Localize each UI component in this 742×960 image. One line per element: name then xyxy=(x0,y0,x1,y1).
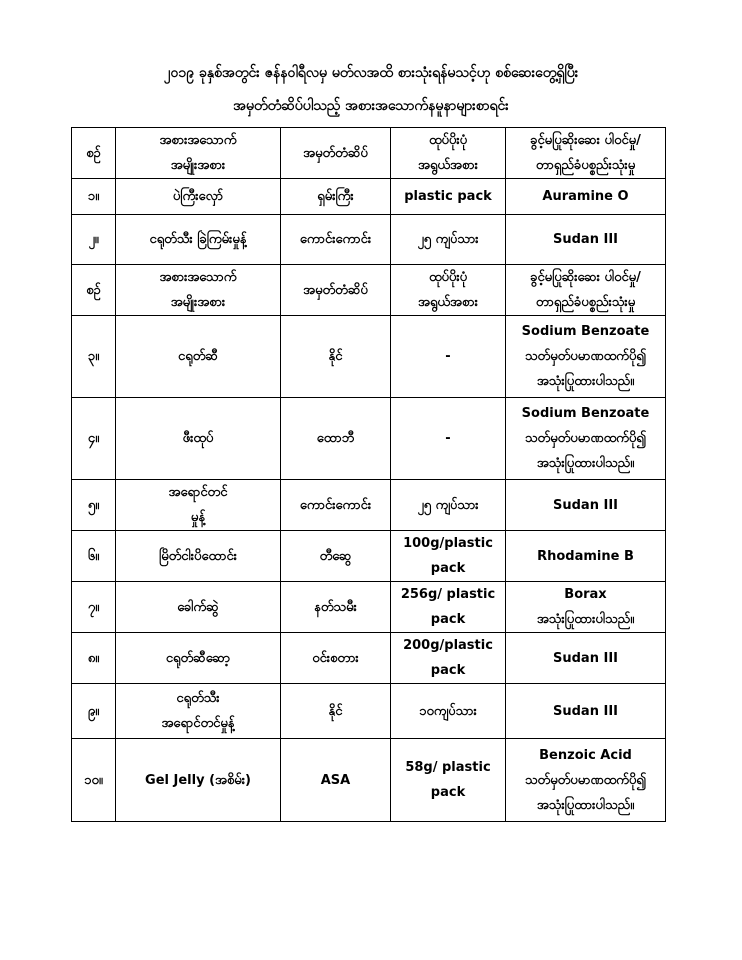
page-title-line-1: ၂၀၁၉ ခုနှစ်အတွင်း ဇန်နဝါရီလမှ မတ်လအထိ စားသုံးရန်မသင့်ဟု စစ်ဆေးတွေ့ရှိပြီး xyxy=(163,65,579,81)
cell-substance-line: Rhodamine B xyxy=(537,548,634,564)
cell-brand: ASA xyxy=(281,739,391,822)
cell-package-line: 256g/ plastic xyxy=(400,587,496,602)
cell-food-type-line: ငရုတ်သီး ခြဲကြမ်းမှုန့် xyxy=(149,232,247,247)
header-substance xyxy=(506,128,666,179)
cell-substance-line: Sudan III xyxy=(553,650,618,666)
cell-package xyxy=(391,531,506,582)
cell-food-type xyxy=(116,398,281,480)
cell-substance-line: အသုံးပြုထားပါသည်။ xyxy=(536,456,635,471)
page-title-line-2: အမှတ်တံဆိပ်ပါသည့် အစားအသောက်နမူနာများစာရင်း xyxy=(233,98,509,114)
cell-food-type-line: ပဲကြီးလှော် xyxy=(172,189,224,204)
cell-brand: နိုင် xyxy=(281,316,391,398)
cell-food-type-line: မှုန့် xyxy=(190,510,206,525)
header-package xyxy=(391,128,506,179)
cell-package-line: ၁၀ကျပ်သား xyxy=(419,703,477,719)
cell-brand: ကောင်းကောင်း xyxy=(281,480,391,531)
table-row xyxy=(72,531,666,582)
cell-food-type xyxy=(116,316,281,398)
header-package-line: ထုပ်ပိုးပုံ xyxy=(428,270,468,285)
cell-package xyxy=(391,480,506,531)
cell-package-line: ၂၅ ကျပ်သား xyxy=(417,497,479,513)
cell-brand: ကောင်းကောင်း xyxy=(281,215,391,265)
cell-package xyxy=(391,684,506,739)
food-sample-table xyxy=(71,127,666,822)
header-package-line: အရွယ်အစား xyxy=(418,158,478,173)
cell-package-line: 200g/plastic xyxy=(403,638,493,653)
cell-substance xyxy=(506,480,666,531)
cell-substance-line: Sodium Benzoate xyxy=(521,406,650,421)
table-row xyxy=(72,739,666,822)
cell-substance-line: အသုံးပြုထားပါသည်။ xyxy=(536,374,635,389)
table-header-row xyxy=(72,128,666,179)
cell-food-type-line: အရောင်တင် xyxy=(168,485,228,500)
cell-food-type-line: ခေါက်ဆွဲ xyxy=(177,599,219,615)
cell-substance-line: သတ်မှတ်ပမာဏထက်ပို၍ xyxy=(524,431,647,446)
header-food-type-line: အစားအသောက် xyxy=(159,133,237,148)
table-row xyxy=(72,179,666,215)
cell-no: ၂။ xyxy=(72,215,116,265)
cell-no: ၉။ xyxy=(72,684,116,739)
header-package-line: ထုပ်ပိုးပုံ xyxy=(428,133,468,148)
cell-food-type xyxy=(116,739,281,822)
cell-package-line: plastic pack xyxy=(404,189,492,204)
cell-no: ၈။ xyxy=(72,633,116,684)
cell-package-line: pack xyxy=(430,785,466,800)
table-row xyxy=(72,633,666,684)
header-food-type-line: အစားအသောက် xyxy=(159,270,237,285)
cell-package xyxy=(391,633,506,684)
table-row xyxy=(72,316,666,398)
cell-food-type-line: ငရုတ်သီး xyxy=(176,691,220,706)
cell-substance xyxy=(506,316,666,398)
cell-no: ၇။ xyxy=(72,582,116,633)
cell-substance xyxy=(506,398,666,480)
cell-package xyxy=(391,215,506,265)
header-food-type xyxy=(116,128,281,179)
cell-no: ၁၀။ xyxy=(72,739,116,822)
cell-food-type-line: ငရုတ်ဆီ xyxy=(178,349,218,364)
cell-no: ၃။ xyxy=(72,316,116,398)
cell-package-line: pack xyxy=(430,663,466,678)
cell-no: ၅။ xyxy=(72,480,116,531)
cell-food-type xyxy=(116,480,281,531)
cell-no: ၄။ xyxy=(72,398,116,480)
cell-substance xyxy=(506,179,666,215)
cell-package-line: ၂၅ ကျပ်သား xyxy=(417,232,479,247)
cell-substance xyxy=(506,215,666,265)
cell-no: ၁။ xyxy=(72,179,116,215)
cell-food-type xyxy=(116,531,281,582)
header-package xyxy=(391,265,506,316)
cell-no: ၆။ xyxy=(72,531,116,582)
cell-brand: နိုင် xyxy=(281,684,391,739)
table-row xyxy=(72,582,666,633)
cell-package-line: - xyxy=(445,349,451,364)
cell-substance xyxy=(506,684,666,739)
cell-food-type-line: ဖီးထုပ် xyxy=(182,431,214,446)
header-substance-line: ခွင့်မပြုဆိုးဆေး ပါဝင်မှု/ xyxy=(530,270,641,285)
cell-food-type xyxy=(116,582,281,633)
cell-food-type xyxy=(116,179,281,215)
cell-substance xyxy=(506,739,666,822)
table-header-row xyxy=(72,265,666,316)
cell-food-type xyxy=(116,215,281,265)
header-package-line: အရွယ်အစား xyxy=(418,295,478,310)
table-row xyxy=(72,398,666,480)
cell-substance xyxy=(506,531,666,582)
cell-brand: ထောဘီ xyxy=(281,398,391,480)
cell-brand: တီဆွေ xyxy=(281,531,391,582)
cell-package xyxy=(391,179,506,215)
header-food-type-line: အမျိုးအစား xyxy=(170,158,226,173)
cell-food-type xyxy=(116,633,281,684)
cell-package xyxy=(391,398,506,480)
cell-brand: ဝင်းစတား xyxy=(281,633,391,684)
cell-substance-line: အသုံးပြုထားပါသည်။ xyxy=(536,797,635,813)
header-brand: အမှတ်တံဆိပ် xyxy=(281,128,391,179)
cell-substance-line: Sudan III xyxy=(553,497,618,513)
cell-package xyxy=(391,739,506,822)
cell-package xyxy=(391,316,506,398)
header-food-type xyxy=(116,265,281,316)
cell-brand: ရှမ်းကြီး xyxy=(281,179,391,215)
table-row xyxy=(72,480,666,531)
header-substance-line: ခွင့်မပြုဆိုးဆေး ပါဝင်မှု/ xyxy=(530,133,641,148)
header-substance xyxy=(506,265,666,316)
cell-package-line: 58g/ plastic xyxy=(405,760,491,775)
cell-substance-line: Borax xyxy=(564,587,607,602)
header-substance-line: တာရှည်ခံပစ္စည်းသုံးမှု xyxy=(535,295,636,310)
cell-substance-line: Auramine O xyxy=(542,189,629,204)
cell-substance-line: Sodium Benzoate xyxy=(521,324,650,339)
cell-food-type-line: Gel Jelly (အစိမ်း) xyxy=(145,772,251,788)
cell-package-line: pack xyxy=(430,612,466,627)
cell-food-type-line: မြိတ်ငါးပိထောင်း xyxy=(159,548,237,564)
header-substance-line: တာရှည်ခံပစ္စည်းသုံးမှု xyxy=(535,158,636,173)
cell-substance-line: Benzoic Acid xyxy=(539,747,632,763)
cell-package xyxy=(391,582,506,633)
table-row xyxy=(72,684,666,739)
header-food-type-line: အမျိုးအစား xyxy=(170,295,226,310)
cell-food-type xyxy=(116,684,281,739)
cell-substance-line: သတ်မှတ်ပမာဏထက်ပို၍ xyxy=(524,772,647,788)
cell-food-type-line: အရောင်တင်မှုန့် xyxy=(161,716,235,731)
header-no: စဉ် xyxy=(72,128,116,179)
cell-substance-line: Sudan III xyxy=(553,232,618,247)
cell-package-line: pack xyxy=(430,561,466,576)
cell-food-type-line: ငရုတ်ဆီဆော့ xyxy=(165,650,231,666)
cell-brand: နတ်သမီး xyxy=(281,582,391,633)
cell-package-line: - xyxy=(445,431,451,446)
header-brand: အမှတ်တံဆိပ် xyxy=(281,265,391,316)
cell-substance-line: အသုံးပြုထားပါသည်။ xyxy=(536,612,635,627)
cell-substance xyxy=(506,633,666,684)
cell-substance xyxy=(506,582,666,633)
cell-substance-line: Sudan III xyxy=(553,703,618,719)
cell-substance-line: သတ်မှတ်ပမာဏထက်ပို၍ xyxy=(524,349,647,364)
cell-package-line: 100g/plastic xyxy=(403,536,493,551)
table-row xyxy=(72,215,666,265)
header-no: စဉ် xyxy=(72,265,116,316)
